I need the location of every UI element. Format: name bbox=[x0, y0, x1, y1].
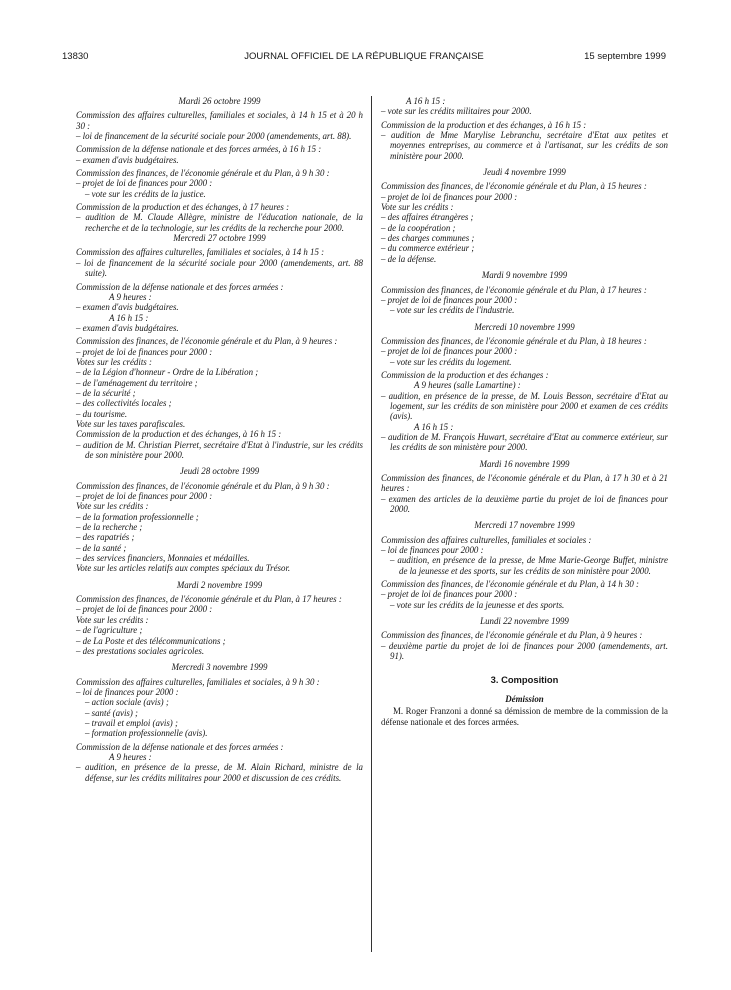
journal-title: JOURNAL OFFICIEL DE LA RÉPUBLIQUE FRANÇAISE bbox=[244, 51, 484, 62]
commission-heading: Commission de la production et des échanges, à 17 heures : bbox=[76, 202, 290, 213]
time-slot: A 16 h 15 : bbox=[406, 96, 446, 106]
commission-heading: Commission de la production et des échanges, à 16 h 15 : bbox=[381, 119, 587, 130]
paragraph: Commission des finances, de l'économie générale et du Plan, à 18 heures : bbox=[381, 335, 647, 346]
agenda-item: – de la santé ; bbox=[76, 542, 127, 553]
agenda-subitem: – vote sur les crédits de l'industrie. bbox=[390, 305, 515, 316]
issue-date: 15 septembre 1999 bbox=[584, 51, 666, 62]
page-header bbox=[62, 51, 666, 65]
commission-heading: Commission des finances, de l'économie générale et du Plan, à 9 h 30 : bbox=[76, 168, 330, 179]
paragraph: Vote sur les articles relatifs aux comptes spéciaux du Trésor. bbox=[76, 563, 291, 574]
agenda-subitem: – travail et emploi (avis) ; bbox=[85, 717, 178, 728]
agenda-item: – examen d'avis budgétaires. bbox=[76, 154, 179, 165]
paragraph: Commission des affaires culturelles, familiales et sociales : bbox=[381, 534, 592, 545]
section-title: 3. Composition bbox=[490, 673, 559, 685]
agenda-item: – de la défense. bbox=[381, 253, 437, 264]
time-slot: A 16 h 15 : bbox=[414, 421, 454, 432]
agenda-item: – audition de M. Christian Pierret, secrétaire d'Etat à l'industrie, sur les crédits de son ministère pour 2000. bbox=[76, 439, 363, 460]
meeting-date: Mardi 2 novembre 1999 bbox=[176, 579, 263, 590]
agenda-item: – de la formation professionnelle ; bbox=[76, 511, 199, 522]
meeting-date: Jeudi 4 novembre 1999 bbox=[483, 167, 566, 178]
subsection-title: Démission bbox=[505, 693, 544, 704]
agenda-item: – des prestations sociales agricoles. bbox=[76, 645, 205, 656]
agenda-item: – des rapatriés ; bbox=[76, 532, 135, 543]
agenda-item: – projet de loi de finances pour 2000 : bbox=[381, 294, 518, 305]
paragraph: Commission des finances, de l'économie générale et du Plan, à 9 h 30 : bbox=[76, 480, 330, 491]
agenda-item: – de la recherche ; bbox=[76, 522, 143, 533]
agenda-item: – de la coopération ; bbox=[381, 222, 456, 233]
agenda-item: – des collectivités locales ; bbox=[76, 398, 172, 409]
paragraph: Commission des finances, de l'économie générale et du Plan, à 15 heures : bbox=[381, 181, 647, 192]
meeting-date: Jeudi 28 octobre 1999 bbox=[179, 466, 260, 477]
agenda-item: – deuxième partie du projet de loi de finances pour 2000 (amendements, art. 91). bbox=[381, 640, 668, 662]
commission-heading: Commission de la défense nationale et des forces armées : bbox=[76, 741, 284, 752]
meeting-date: Lundi 22 novembre 1999 bbox=[480, 616, 569, 627]
time-slot: A 9 heures : bbox=[109, 751, 152, 762]
agenda-item: – loi de finances pour 2000 : bbox=[381, 545, 484, 556]
agenda-item: – du commerce extérieur ; bbox=[381, 243, 475, 254]
agenda-item: – de l'aménagement du territoire ; bbox=[76, 377, 198, 388]
time-slot: A 9 heures (salle Lamartine) : bbox=[414, 380, 521, 391]
agenda-item: – audition, en présence de la presse, de M. Louis Besson, secrétaire d'Etat au logement, sur les crédits de son ministère pour 2000 et examen de ces crédits (avis). bbox=[381, 390, 668, 422]
agenda-item: – des services financiers, Monnaies et médailles. bbox=[76, 553, 250, 564]
agenda-item: – projet de loi de finances pour 2000 : bbox=[76, 346, 213, 357]
agenda-item: – audition de Mme Marylise Lebranchu, secrétaire d'Etat aux petites et moyennes entreprises, au commerce et à l'artisanat, sur les crédits de son ministère pour 2000. bbox=[381, 130, 668, 161]
agenda-item: – vote sur les crédits militaires pour 2000. bbox=[381, 106, 532, 117]
agenda-item: – de la sécurité ; bbox=[76, 387, 136, 398]
paragraph: Commission de la production et des échanges, à 16 h 15 : bbox=[76, 429, 282, 440]
agenda-item: – loi de finances pour 2000 : bbox=[76, 686, 179, 697]
agenda-subitem: – vote sur les crédits de la jeunesse et des sports. bbox=[390, 599, 565, 610]
meeting-date: Mardi 16 novembre 1999 bbox=[479, 458, 570, 469]
time-slot: A 9 heures : bbox=[109, 291, 152, 302]
agenda-item: – projet de loi de finances pour 2000 : bbox=[76, 604, 213, 615]
agenda-item: – examen des articles de la deuxième partie du projet de loi de finances pour 2000. bbox=[381, 493, 668, 515]
paragraph: Commission des finances, de l'économie générale et du Plan, à 9 heures : bbox=[381, 630, 643, 641]
column-divider bbox=[371, 96, 372, 952]
commission-heading: Commission de la défense nationale et des forces armées : bbox=[76, 281, 284, 292]
body-paragraph: M. Roger Franzoni a donné sa démission de membre de la commission de la défense nationale et des forces armées. bbox=[381, 706, 668, 727]
agenda-subitem: – formation professionnelle (avis). bbox=[85, 728, 208, 739]
agenda-item: – projet de loi de finances pour 2000 : bbox=[76, 178, 213, 189]
paragraph: Vote sur les crédits : bbox=[76, 614, 149, 625]
agenda-item: – projet de loi de finances pour 2000 : bbox=[381, 346, 518, 357]
agenda-subitem: – vote sur les crédits de la justice. bbox=[85, 188, 206, 199]
page-number: 13830 bbox=[62, 51, 89, 62]
agenda-item: – projet de loi de finances pour 2000 : bbox=[76, 491, 213, 502]
agenda-subitem: – santé (avis) ; bbox=[85, 707, 138, 718]
paragraph: Vote sur les taxes parafiscales. bbox=[76, 418, 186, 429]
agenda-item: – projet de loi de finances pour 2000 : bbox=[381, 589, 518, 600]
paragraph: Votes sur les crédits : bbox=[76, 356, 152, 367]
agenda-item: – examen d'avis budgétaires. bbox=[76, 322, 179, 333]
paragraph: Vote sur les crédits : bbox=[381, 202, 454, 213]
paragraph: Commission des affaires culturelles, familiales et sociales, à 14 h 15 et à 20 h 30 : bbox=[76, 110, 363, 131]
meeting-date: Mercredi 17 novembre 1999 bbox=[474, 520, 575, 531]
agenda-item: – des affaires étrangères ; bbox=[381, 212, 474, 223]
agenda-item: – audition, en présence de la presse, de M. Alain Richard, ministre de la défense, sur les crédits militaires pour 2000 et discussion de ces crédits. bbox=[76, 762, 363, 783]
paragraph: Commission des finances, de l'économie générale et du Plan, à 17 h 30 et à 21 heures : bbox=[381, 473, 668, 494]
paragraph: Commission des finances, de l'économie générale et du Plan, à 17 heures : bbox=[76, 594, 342, 605]
agenda-item: – audition de M. François Huwart, secrétaire d'Etat au commerce extérieur, sur les crédits de son ministère pour 2000. bbox=[381, 431, 668, 453]
meeting-date: Mercredi 3 novembre 1999 bbox=[171, 662, 268, 673]
agenda-item: – examen d'avis budgétaires. bbox=[76, 302, 179, 313]
agenda-item: – de l'agriculture ; bbox=[76, 625, 143, 636]
agenda-item: – projet de loi de finances pour 2000 : bbox=[381, 191, 518, 202]
paragraph: Commission des finances, de l'économie générale et du Plan, à 17 heures : bbox=[381, 284, 647, 295]
agenda-item: – loi de financement de la sécurité sociale pour 2000 (amendements, art. 88). bbox=[76, 131, 352, 142]
agenda-subitem: – vote sur les crédits du logement. bbox=[390, 356, 512, 367]
left-column bbox=[76, 96, 363, 783]
agenda-item: – de La Poste et des télécommunications ; bbox=[76, 635, 226, 646]
agenda-item: – de la Légion d'honneur - Ordre de la Libération ; bbox=[76, 367, 259, 378]
agenda-item: – des charges communes ; bbox=[381, 233, 475, 244]
paragraph: Commission des affaires culturelles, familiales et sociales, à 9 h 30 : bbox=[76, 676, 320, 687]
paragraph: Vote sur les crédits : bbox=[76, 501, 149, 512]
commission-heading: Commission de la production et des échanges : bbox=[381, 369, 549, 380]
agenda-item: – du tourisme. bbox=[76, 408, 128, 419]
agenda-item: – loi de financement de la sécurité sociale pour 2000 (amendements, art. 88 suite). bbox=[76, 257, 363, 279]
right-column bbox=[381, 96, 668, 727]
commission-heading: Commission de la défense nationale et des forces armées, à 16 h 15 : bbox=[76, 144, 322, 155]
meeting-date: Mardi 9 novembre 1999 bbox=[481, 270, 568, 281]
commission-heading: Commission des finances, de l'économie générale et du Plan, à 9 heures : bbox=[76, 336, 338, 347]
agenda-item: – audition de M. Claude Allègre, ministre de l'éducation nationale, de la recherche et de la technologie, sur les crédits de la recherche pour 2000. bbox=[76, 212, 363, 233]
time-slot: A 16 h 15 : bbox=[109, 312, 149, 323]
agenda-subitem: – audition, en présence de la presse, de Mme Marie-George Buffet, ministre de la jeunesse et des sports, sur les crédits de son ministère pour 2000. bbox=[390, 555, 668, 576]
agenda-subitem: – action sociale (avis) ; bbox=[85, 697, 169, 708]
meeting-date: Mercredi 27 octobre 1999 bbox=[173, 233, 266, 244]
commission-heading: Commission des finances, de l'économie générale et du Plan, à 14 h 30 : bbox=[381, 579, 639, 590]
paragraph: Commission des affaires culturelles, familiales et sociales, à 14 h 15 : bbox=[76, 247, 325, 258]
meeting-date: Mardi 26 octobre 1999 bbox=[178, 96, 261, 106]
meeting-date: Mercredi 10 novembre 1999 bbox=[474, 321, 575, 332]
